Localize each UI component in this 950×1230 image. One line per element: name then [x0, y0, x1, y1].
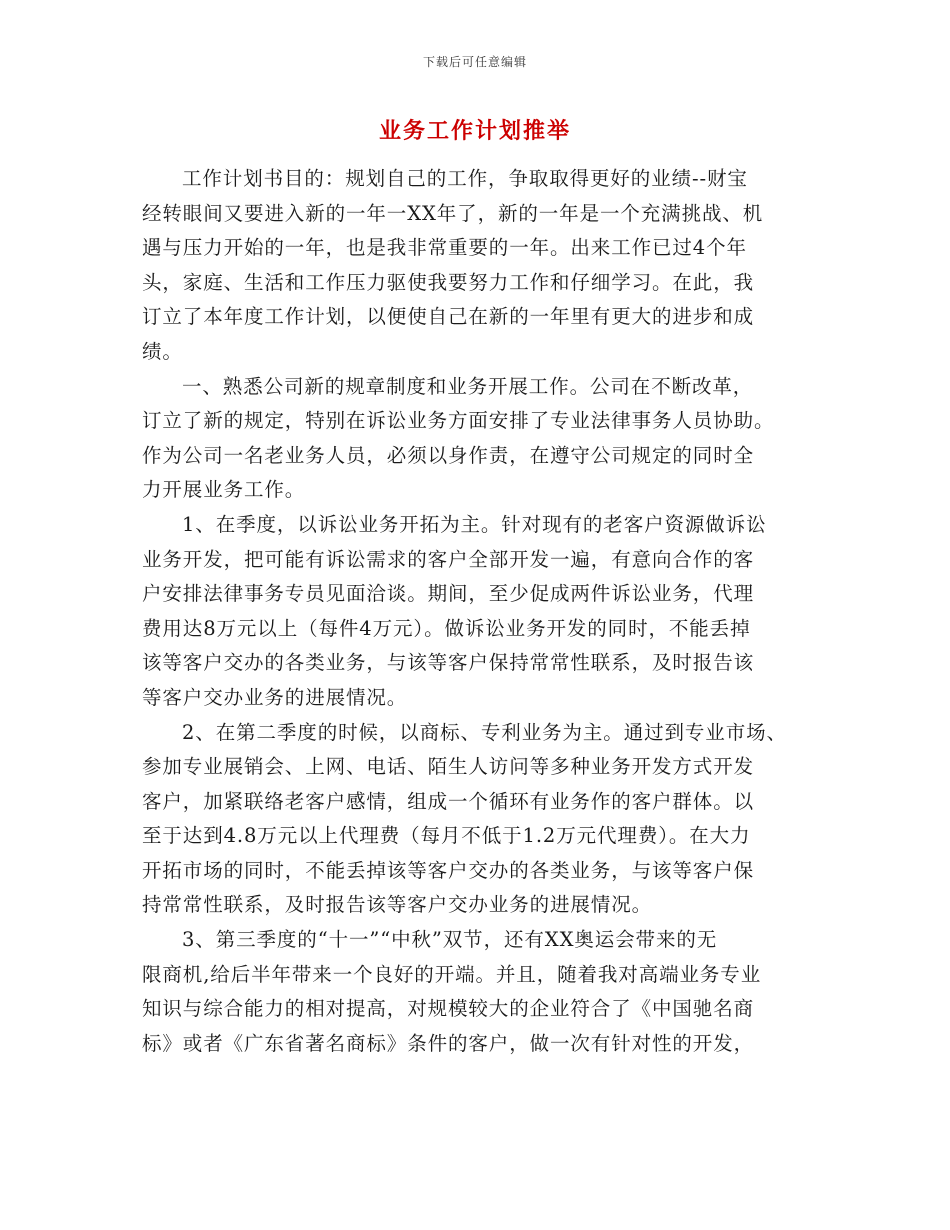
- text-line: 2、在第二季度的时候，以商标、专利业务为主。通过到专业市场、: [182, 720, 787, 744]
- text-line: 该等客户交办的各类业务，与该等客户保持常常性联系，及时报告该: [142, 651, 755, 675]
- text-line: 绩。: [142, 339, 183, 363]
- text-line: 户安排法律事务专员见面洽谈。期间，至少促成两件诉讼业务，代理: [142, 582, 755, 606]
- text-line: 费用达8万元以上（每件4万元）。做诉讼业务开发的同时，不能丢掉: [142, 616, 751, 640]
- text-line: 经转眼间又要进入新的一年一XX年了，新的一年是一个充满挑战、机: [142, 201, 764, 225]
- text-line: 订立了本年度工作计划，以便使自己在新的一年里有更大的进步和成: [142, 305, 755, 329]
- text-line: 遇与压力开始的一年，也是我非常重要的一年。出来工作已过4个年: [142, 236, 747, 260]
- header-note: 下载后可任意编辑: [422, 55, 527, 69]
- paragraph-item-3: [142, 923, 822, 1061]
- text-line: 等客户交办业务的进展情况。: [142, 685, 408, 709]
- text-line: 开拓市场的同时，不能丢掉该等客户交办的各类业务，与该等客户保: [142, 858, 755, 882]
- text-line: 3、第三季度的“十一”“中秋”双节，还有XX奥运会带来的无: [182, 928, 718, 952]
- document-body: [142, 162, 822, 1061]
- paragraph-item-2: [142, 716, 822, 924]
- document-title: 业务工作计划推举: [378, 118, 571, 144]
- text-line: 限商机,给后半年带来一个良好的开端。并且，随着我对高端业务专业: [142, 962, 762, 986]
- paragraph-item-1: [142, 508, 822, 716]
- text-line: 工作计划书目的：规划自己的工作，争取取得更好的业绩--财宝: [182, 167, 748, 190]
- text-line: 至于达到4.8万元以上代理费（每月不低于1.2万元代理费）。在大力: [142, 824, 751, 848]
- text-line: 参加专业展销会、上网、电话、陌生人访问等多种业务开发方式开发: [142, 755, 755, 779]
- text-line: 作为公司一名老业务人员，必须以身作责，在遵守公司规定的同时全: [142, 443, 755, 467]
- text-line: 持常常性联系，及时报告该等客户交办业务的进展情况。: [142, 893, 653, 917]
- paragraph-intro: [142, 162, 822, 370]
- text-line: 标》或者《广东省著名商标》条件的客户，做一次有针对性的开发，: [142, 1031, 755, 1055]
- text-line: 客户，加紧联络老客户感情，组成一个循环有业务作的客户群体。以: [142, 789, 755, 813]
- text-line: 力开展业务工作。: [142, 478, 306, 502]
- text-line: 业务开发，把可能有诉讼需求的客户全部开发一遍，有意向合作的客: [142, 547, 755, 571]
- text-line: 知识与综合能力的相对提高，对规模较大的企业符合了《中国驰名商: [142, 997, 755, 1021]
- text-line: 头，家庭、生活和工作压力驱使我要努力工作和仔细学习。在此，我: [142, 270, 755, 294]
- text-line: 1、在季度，以诉讼业务开拓为主。针对现有的老客户资源做诉讼: [182, 512, 767, 536]
- text-line: 一、熟悉公司新的规章制度和业务开展工作。公司在不断改革，: [182, 374, 754, 398]
- text-line: 订立了新的规定，特别在诉讼业务方面安排了专业法律事务人员协助。: [142, 409, 775, 433]
- paragraph-section-1: [142, 370, 822, 508]
